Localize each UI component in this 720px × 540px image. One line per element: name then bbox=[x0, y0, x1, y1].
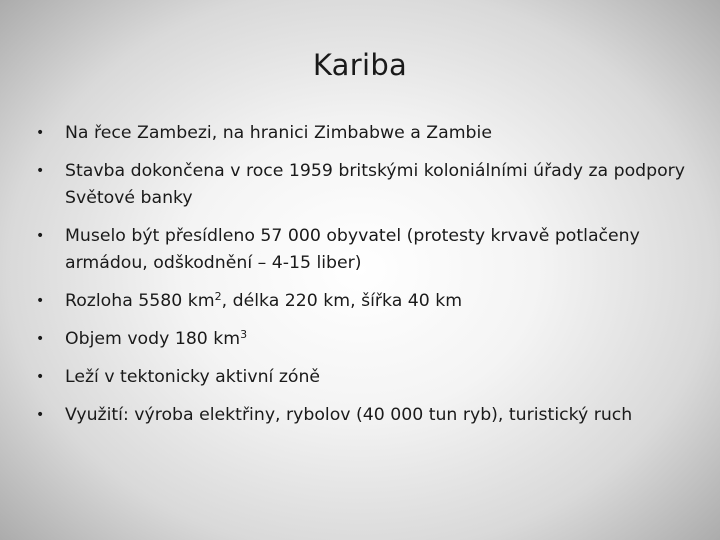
bullet-item bbox=[36, 326, 686, 353]
bullet-icon: • bbox=[36, 163, 45, 179]
bullet-text-after: , délka 220 km, šířka 40 km bbox=[221, 291, 463, 311]
bullet-text: Muselo být přesídleno 57 000 obyvatel (protesty krvavě potlačeny armádou, odškodnění – 4-15 liber) bbox=[65, 226, 640, 273]
bullet-item bbox=[36, 158, 686, 212]
bullet-item bbox=[36, 223, 686, 277]
bullet-icon: • bbox=[36, 125, 45, 141]
bullet-text: Na řece Zambezi, na hranici Zimbabwe a Zambie bbox=[65, 123, 492, 143]
bullet-text: Stavba dokončena v roce 1959 britskými koloniálními úřady za podpory Světové banky bbox=[65, 161, 686, 208]
bullet-list bbox=[36, 120, 686, 440]
slide-title: Kariba bbox=[312, 48, 408, 82]
bullet-text: Rozloha 5580 km bbox=[65, 291, 215, 311]
superscript-2: 2 bbox=[214, 290, 222, 303]
bullet-icon: • bbox=[36, 331, 45, 347]
bullet-icon: • bbox=[36, 228, 45, 244]
bullet-item bbox=[36, 288, 686, 315]
bullet-item bbox=[36, 402, 686, 429]
bullet-icon: • bbox=[36, 369, 45, 385]
bullet-text: Využití: výroba elektřiny, rybolov (40 000 tun ryb), turistický ruch bbox=[65, 405, 633, 425]
bullet-text: Objem vody 180 km bbox=[65, 329, 241, 349]
superscript-3: 3 bbox=[240, 328, 248, 341]
bullet-text: Leží v tektonicky aktivní zóně bbox=[65, 367, 321, 387]
bullet-item bbox=[36, 120, 686, 147]
bullet-icon: • bbox=[36, 293, 45, 309]
bullet-item bbox=[36, 364, 686, 391]
bullet-icon: • bbox=[36, 407, 45, 423]
